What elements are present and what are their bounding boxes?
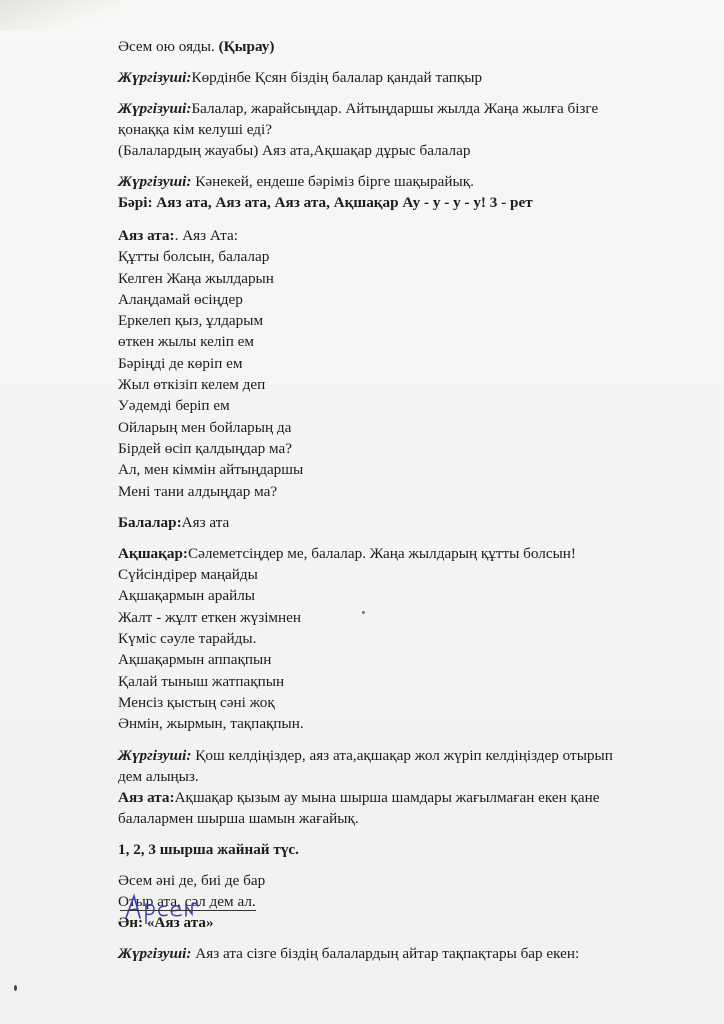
paragraph-host-final (118, 943, 688, 964)
poem-line: өткен жылы келіп ем (118, 333, 254, 351)
poem-line: Отыр ата, сәл дем ал. (118, 892, 256, 910)
text: . Аяз Ата: (174, 227, 238, 244)
poem-line: Алаңдамай өсіңдер (118, 290, 243, 308)
bold-text: (Қырау) (218, 38, 275, 55)
poem-line: Менсіз қыстың сәні жоқ (118, 693, 275, 711)
signature-underline (120, 910, 256, 911)
text: қонаққа кім келуші еді? (118, 121, 272, 138)
poem-line: Қалай тыныш жатпақпын (118, 672, 285, 690)
text: Көрдінбе Қсян біздің балалар қандай тапқыр (191, 69, 483, 86)
poem-line: Келген Жаңа жылдарын (118, 269, 274, 287)
paragraph-host-welcome (118, 745, 688, 829)
document-body (118, 36, 688, 974)
text: (Балалардың жауабы) Аяз ата,Ақшақар дұрыс балалар (118, 142, 471, 159)
poem-line: Ақшақармын арайлы (118, 587, 255, 605)
text: Аяз ата сізге біздің балалардың айтар тақпақтары бар екен: (191, 945, 580, 963)
poem-line: Бірдей өсіп қалдыңдар ма? (118, 439, 292, 457)
paragraph-frost (118, 36, 688, 57)
poem-line: Әсем әні де, биі де бар (118, 871, 266, 889)
poem-line: Ақшақармын аппақпын (118, 651, 272, 669)
paragraph-host-3 (118, 171, 688, 213)
speaker-label: Жүргізуші: (118, 69, 192, 86)
song-title: Ән: «Аяз ата» (118, 914, 214, 932)
handwritten-signature (120, 890, 260, 924)
text: дем алыңыз. (118, 767, 199, 785)
text: Сәлеметсіңдер ме, балалар. Жаңа жылдарың құтты болсын! (187, 544, 576, 562)
poem-line: Әнмін, жырмын, тақпақпын. (118, 715, 304, 733)
scan-speck (362, 611, 365, 614)
poem-line: Сүйсіндірер маңайды (118, 566, 258, 584)
speaker-label: Жүргізуші: (118, 945, 192, 963)
poem-line: Күміс сәуле тарайды. (118, 630, 257, 648)
poem-line: Ал, мен кіммін айтыңдаршы (118, 461, 304, 479)
speaker-label: Аяз ата: (118, 227, 175, 244)
speaker-label: Ақшақар: (118, 544, 188, 562)
poem-line: Мені тани алдыңдар ма? (118, 482, 278, 500)
poem-line: Құтты болсын, балалар (118, 248, 270, 266)
poem-line: Ойларың мен бойларың да (118, 418, 292, 436)
page-fold-shadow (0, 0, 120, 30)
speaker-label: Аяз ата: (118, 788, 175, 806)
text: балалармен шырша шамын жағайық. (118, 809, 359, 827)
speaker-label: Жүргізуші: (118, 100, 192, 117)
paragraph-host-1 (118, 67, 688, 88)
poem-line: Еркелеп қыз, ұлдарым (118, 312, 264, 330)
scan-speck (14, 985, 17, 991)
poem-line: Бәріңді де көріп ем (118, 354, 243, 372)
text: Кәнекей, ендеше бәріміз бірге шақырайық. (191, 173, 474, 190)
speaker-label: Жүргізуші: (118, 746, 192, 764)
poem-line: Жыл өткізіп келем деп (118, 376, 266, 394)
speaker-label: Жүргізуші: (118, 173, 192, 190)
paragraph-host-2 (118, 98, 688, 161)
paragraph-children (118, 512, 688, 533)
text: Әсем ою ояды. (118, 38, 219, 55)
poem-line: Жалт - жұлт еткен жүзімнен (118, 608, 302, 626)
speaker-label: Балалар: (118, 513, 182, 531)
text: Аяз ата (181, 513, 230, 531)
ayaz-ata-poem (118, 225, 688, 502)
text: Балалар, жарайсыңдар. Айтыңдаршы жылда Жаңа жылға бізге (191, 100, 599, 117)
chorus-line: Бәрі: Аяз ата, Аяз ата, Аяз ата, Ақшақар Ау - у - у - у! 3 - рет (118, 194, 533, 211)
akshakar-poem (118, 543, 688, 735)
tree-chant: 1, 2, 3 шырша жайнай түс. (118, 840, 299, 858)
text: Қош келдіңіздер, аяз ата,ақшақар жол жүріп келдіңіздер отырып (191, 746, 613, 764)
text: Ақшақар қызым ау мына шырша шамдары жағылмаған екен қане (174, 788, 600, 806)
poem-line: Уәдемді беріп ем (118, 397, 230, 415)
